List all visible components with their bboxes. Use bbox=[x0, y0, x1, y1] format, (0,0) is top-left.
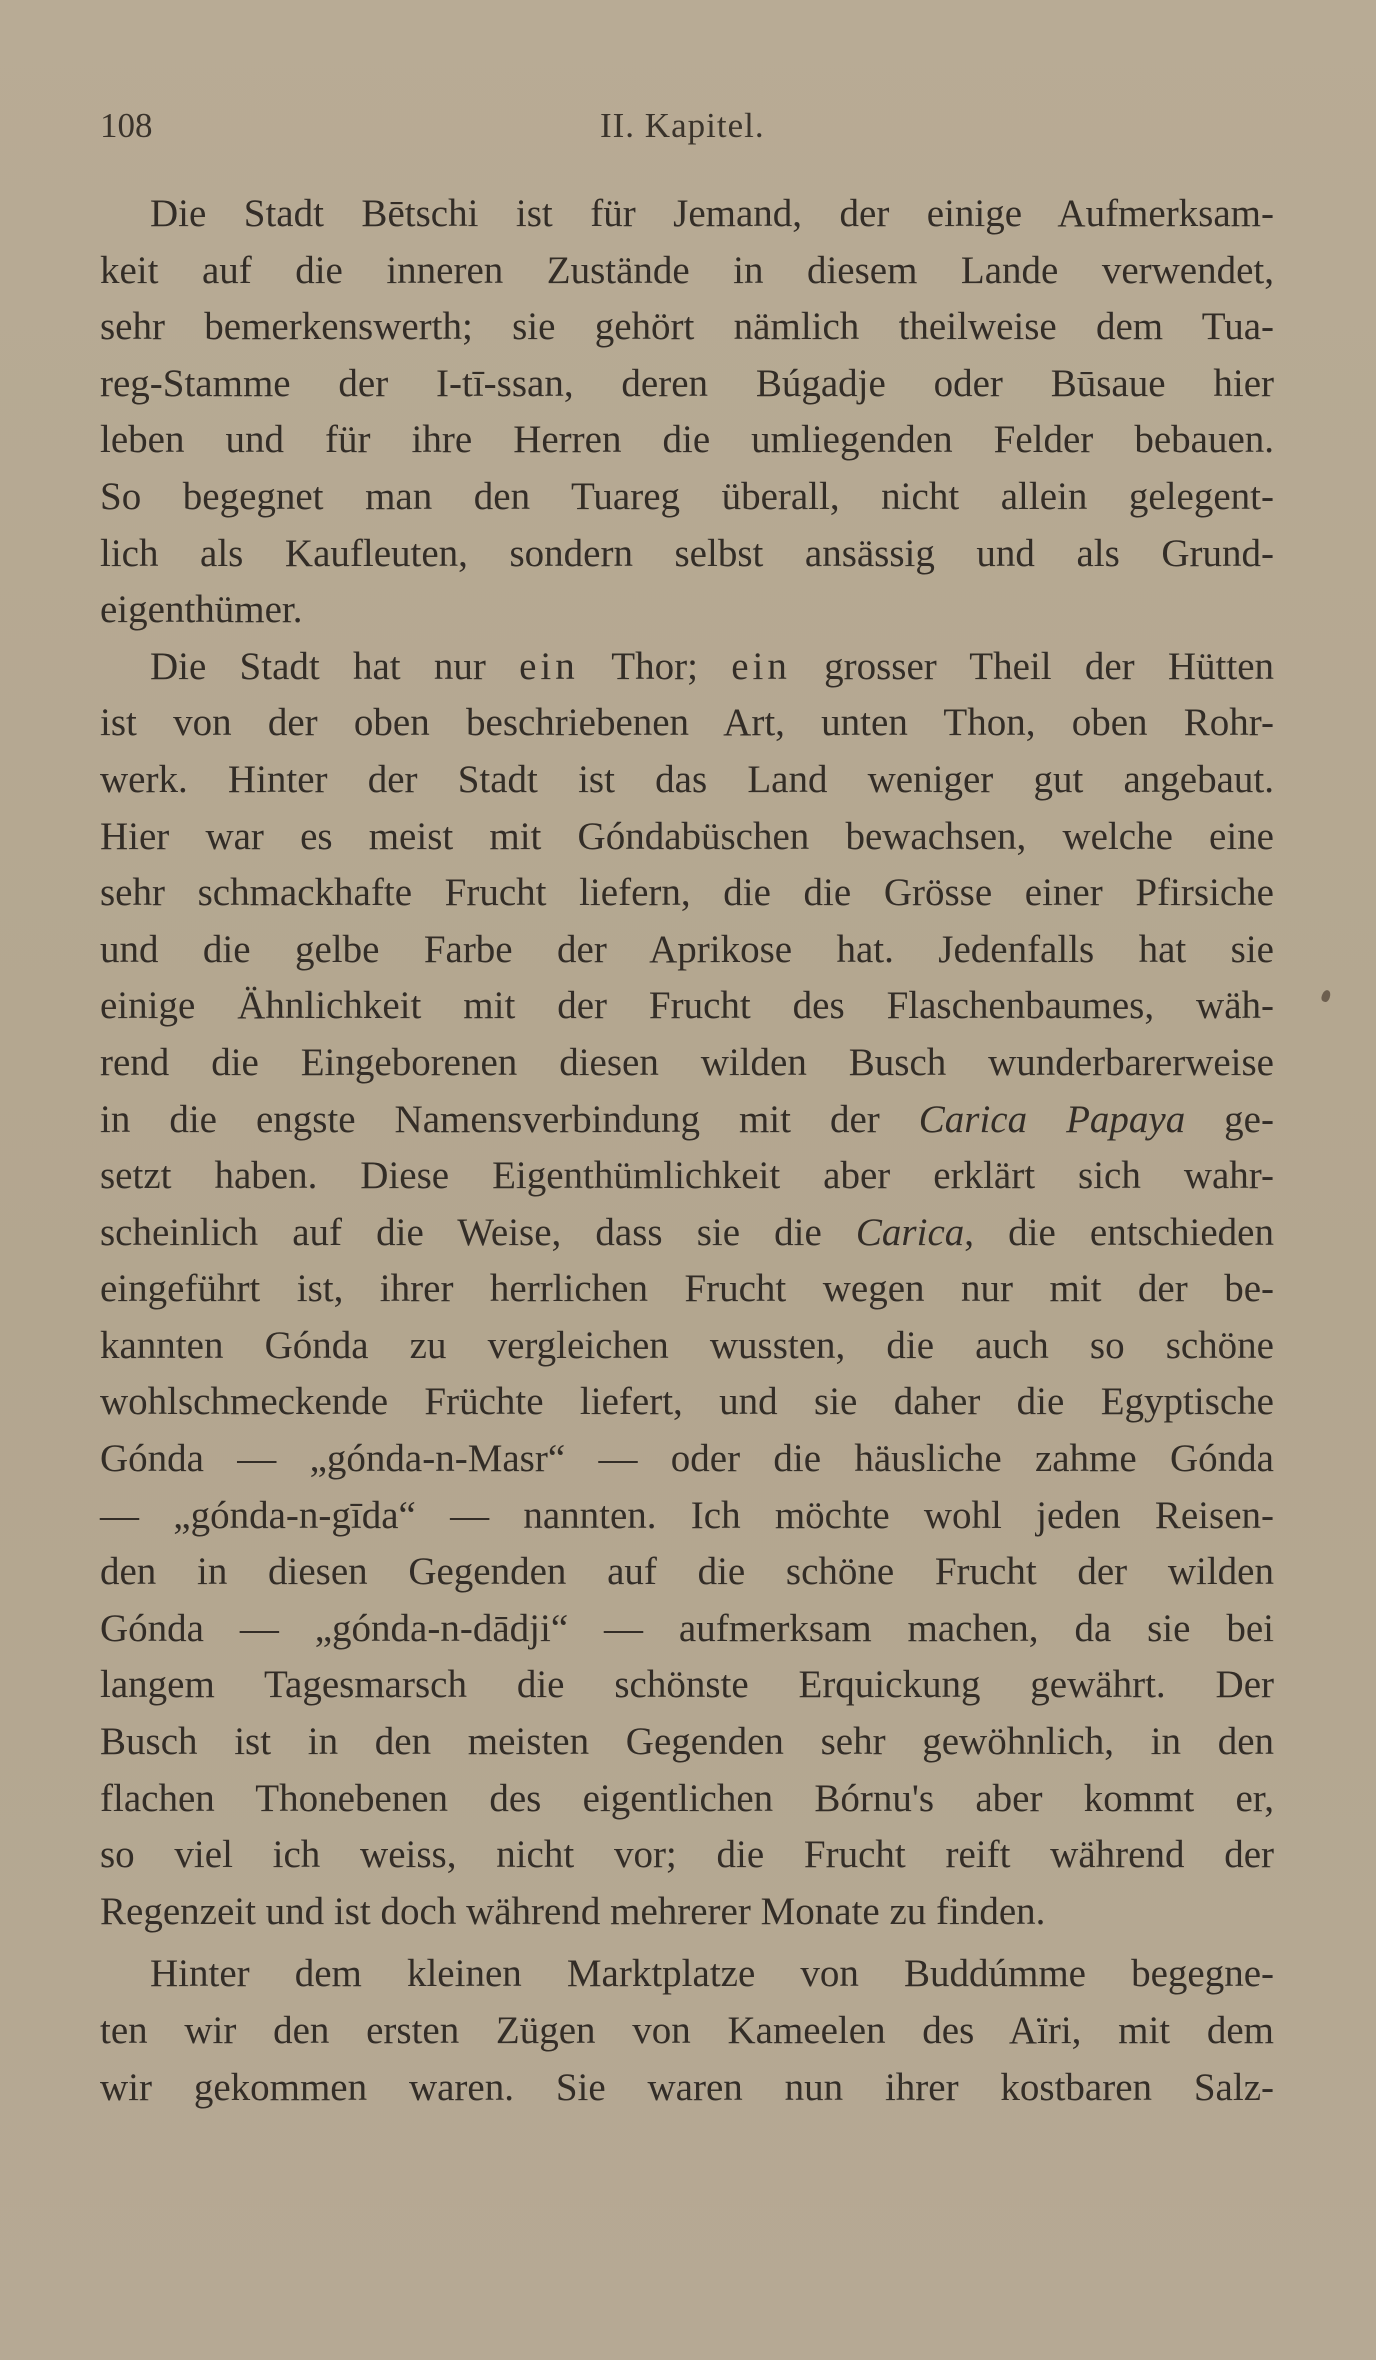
text-line: Regenzeit und ist doch während mehrerer Monate zu finden. bbox=[100, 1889, 1046, 1933]
page-header bbox=[100, 106, 1280, 156]
text-line: einige Ähnlichkeit mit der Frucht des Flaschenbaumes, wäh- bbox=[100, 984, 1274, 1028]
text-line: Gónda — „gónda-n-dādji“ — aufmerksam machen, da sie bei bbox=[100, 1606, 1274, 1650]
text-line: eingeführt ist, ihrer herrlichen Frucht wegen nur mit der be- bbox=[100, 1267, 1274, 1311]
text-line: Die Stadt Bētschi ist für Jemand, der einige Aufmerksam- bbox=[150, 192, 1274, 235]
text-line: ten wir den ersten Zügen von Kameelen des Aïri, mit dem bbox=[100, 2009, 1274, 2052]
text-line: flachen Thonebenen des eigentlichen Bórnu's aber kommt er, bbox=[100, 1776, 1274, 1820]
text-line: lich als Kaufleuten, sondern selbst ansässig und als Grund- bbox=[100, 531, 1274, 575]
text-line: und die gelbe Farbe der Aprikose hat. Jedenfalls hat sie bbox=[100, 927, 1274, 971]
text-line: Busch ist in den meisten Gegenden sehr gewöhnlich, in den bbox=[100, 1720, 1274, 1764]
body-text bbox=[100, 186, 1274, 2116]
text-line: leben und für ihre Herren die umliegenden Felder bebauen. bbox=[100, 418, 1274, 462]
text-line: Hier war es meist mit Góndabüschen bewachsen, welche eine bbox=[100, 814, 1274, 858]
text-line: ist von der oben beschriebenen Art, unten Thon, oben Rohr- bbox=[100, 701, 1274, 745]
text-line: Hinter dem kleinen Marktplatze von Buddúmme begegne- bbox=[150, 1952, 1274, 1996]
text-line: kannten Gónda zu vergleichen wussten, die auch so schöne bbox=[100, 1323, 1274, 1367]
text-line: scheinlich auf die Weise, dass sie die Carica, die entschieden bbox=[100, 1210, 1274, 1254]
text-line: sehr bemerkenswerth; sie gehört nämlich theilweise dem Tua- bbox=[100, 305, 1274, 349]
margin-ink-mark bbox=[1320, 989, 1332, 1003]
text-line: wohlschmeckende Früchte liefert, und sie daher die Egyptische bbox=[100, 1380, 1274, 1424]
text-line: So begegnet man den Tuareg überall, nicht allein gelegent- bbox=[100, 474, 1274, 518]
text-line: — „gónda-n-gīda“ — nannten. Ich möchte wohl jeden Reisen- bbox=[100, 1493, 1274, 1537]
text-line: wir gekommen waren. Sie waren nun ihrer kostbaren Salz- bbox=[100, 2065, 1274, 2109]
page-number: 108 bbox=[100, 106, 153, 145]
running-head: II. Kapitel. bbox=[600, 106, 765, 145]
text-line: Die Stadt hat nur ein Thor; ein grosser Theil der Hütten bbox=[150, 644, 1275, 688]
text-line: Gónda — „gónda-n-Masr“ — oder die häusliche zahme Gónda bbox=[100, 1437, 1274, 1481]
text-line: sehr schmackhafte Frucht liefern, die die Grösse einer Pfirsiche bbox=[100, 871, 1274, 915]
text-line: in die engste Namensverbindung mit der Carica Papaya ge- bbox=[100, 1097, 1274, 1141]
text-line: werk. Hinter der Stadt ist das Land weniger gut angebaut. bbox=[100, 757, 1274, 801]
text-line: den in diesen Gegenden auf die schöne Frucht der wilden bbox=[100, 1550, 1274, 1594]
text-line: reg-Stamme der I-tī-ssan, deren Búgadje oder Būsaue hier bbox=[100, 361, 1274, 405]
text-line: setzt haben. Diese Eigenthümlichkeit aber erklärt sich wahr- bbox=[100, 1154, 1274, 1198]
text-line: langem Tagesmarsch die schönste Erquickung gewährt. Der bbox=[100, 1663, 1274, 1707]
text-line: so viel ich weiss, nicht vor; die Frucht reift während der bbox=[100, 1833, 1274, 1877]
text-line: rend die Eingeborenen diesen wilden Busch wunderbarerweise bbox=[100, 1040, 1274, 1084]
text-line: eigenthümer. bbox=[100, 588, 303, 632]
text-line: keit auf die inneren Zustände in diesem Lande verwendet, bbox=[100, 248, 1274, 292]
